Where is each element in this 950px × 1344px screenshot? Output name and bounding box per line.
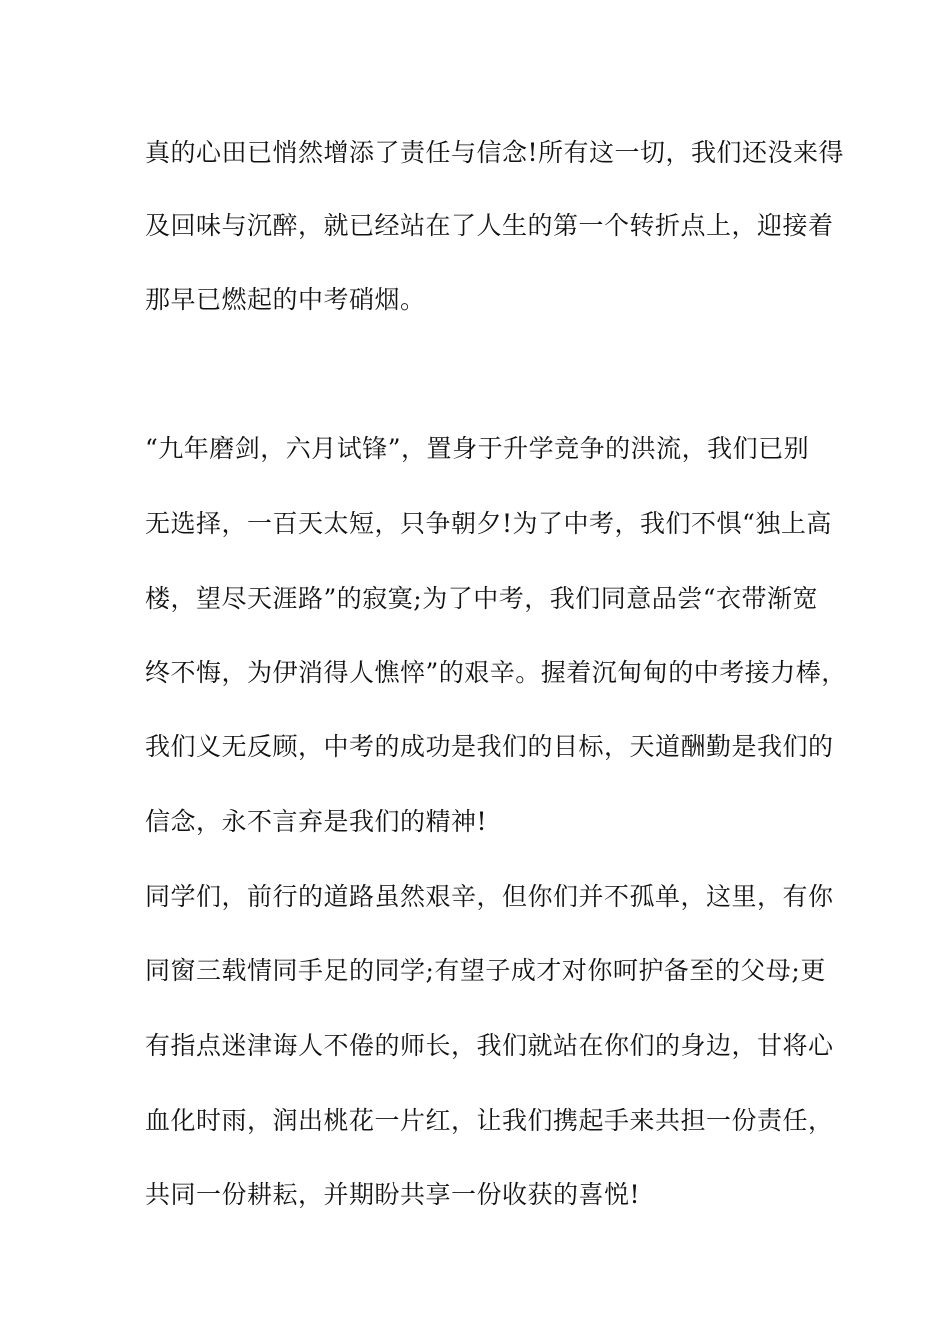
text-line: 我们义无反顾，中考的成功是我们的目标，天道酬勤是我们的 xyxy=(145,732,834,761)
text-line: 血化时雨，润出桃花一片红，让我们携起手来共担一份责任， xyxy=(145,1106,834,1135)
text-line: 共同一份耕耘，并期盼共享一份收获的喜悦! xyxy=(145,1180,641,1209)
text-line: 那早已燃起的中考硝烟。 xyxy=(145,285,426,314)
text-line: 有指点迷津诲人不倦的师长，我们就站在你们的身边，甘将心 xyxy=(145,1031,834,1060)
text-line: 信念，永不言弃是我们的精神! xyxy=(145,807,488,836)
text-line: 同学们，前行的道路虽然艰辛，但你们并不孤单，这里，有你 xyxy=(145,882,834,911)
text-line: 终不悔，为伊消得人憔悴”的艰辛。握着沉甸甸的中考接力棒， xyxy=(145,658,847,687)
text-line: 无选择，一百天太短，只争朝夕!为了中考，我们不惧“独上高 xyxy=(145,509,832,538)
text-line: “九年磨剑，六月试锋”，置身于升学竞争的洪流，我们已别 xyxy=(145,434,810,463)
text-line: 楼，望尽天涯路”的寂寞;为了中考，我们同意品尝“衣带渐宽 xyxy=(145,584,818,613)
text-line: 及回味与沉醉，就已经站在了人生的第一个转折点上，迎接着 xyxy=(145,211,834,240)
text-line: 同窗三载情同手足的同学;有望子成才对你呵护备至的父母;更 xyxy=(145,956,826,985)
text-line: 真的心田已悄然增添了责任与信念!所有这一切，我们还没来得 xyxy=(145,138,845,167)
